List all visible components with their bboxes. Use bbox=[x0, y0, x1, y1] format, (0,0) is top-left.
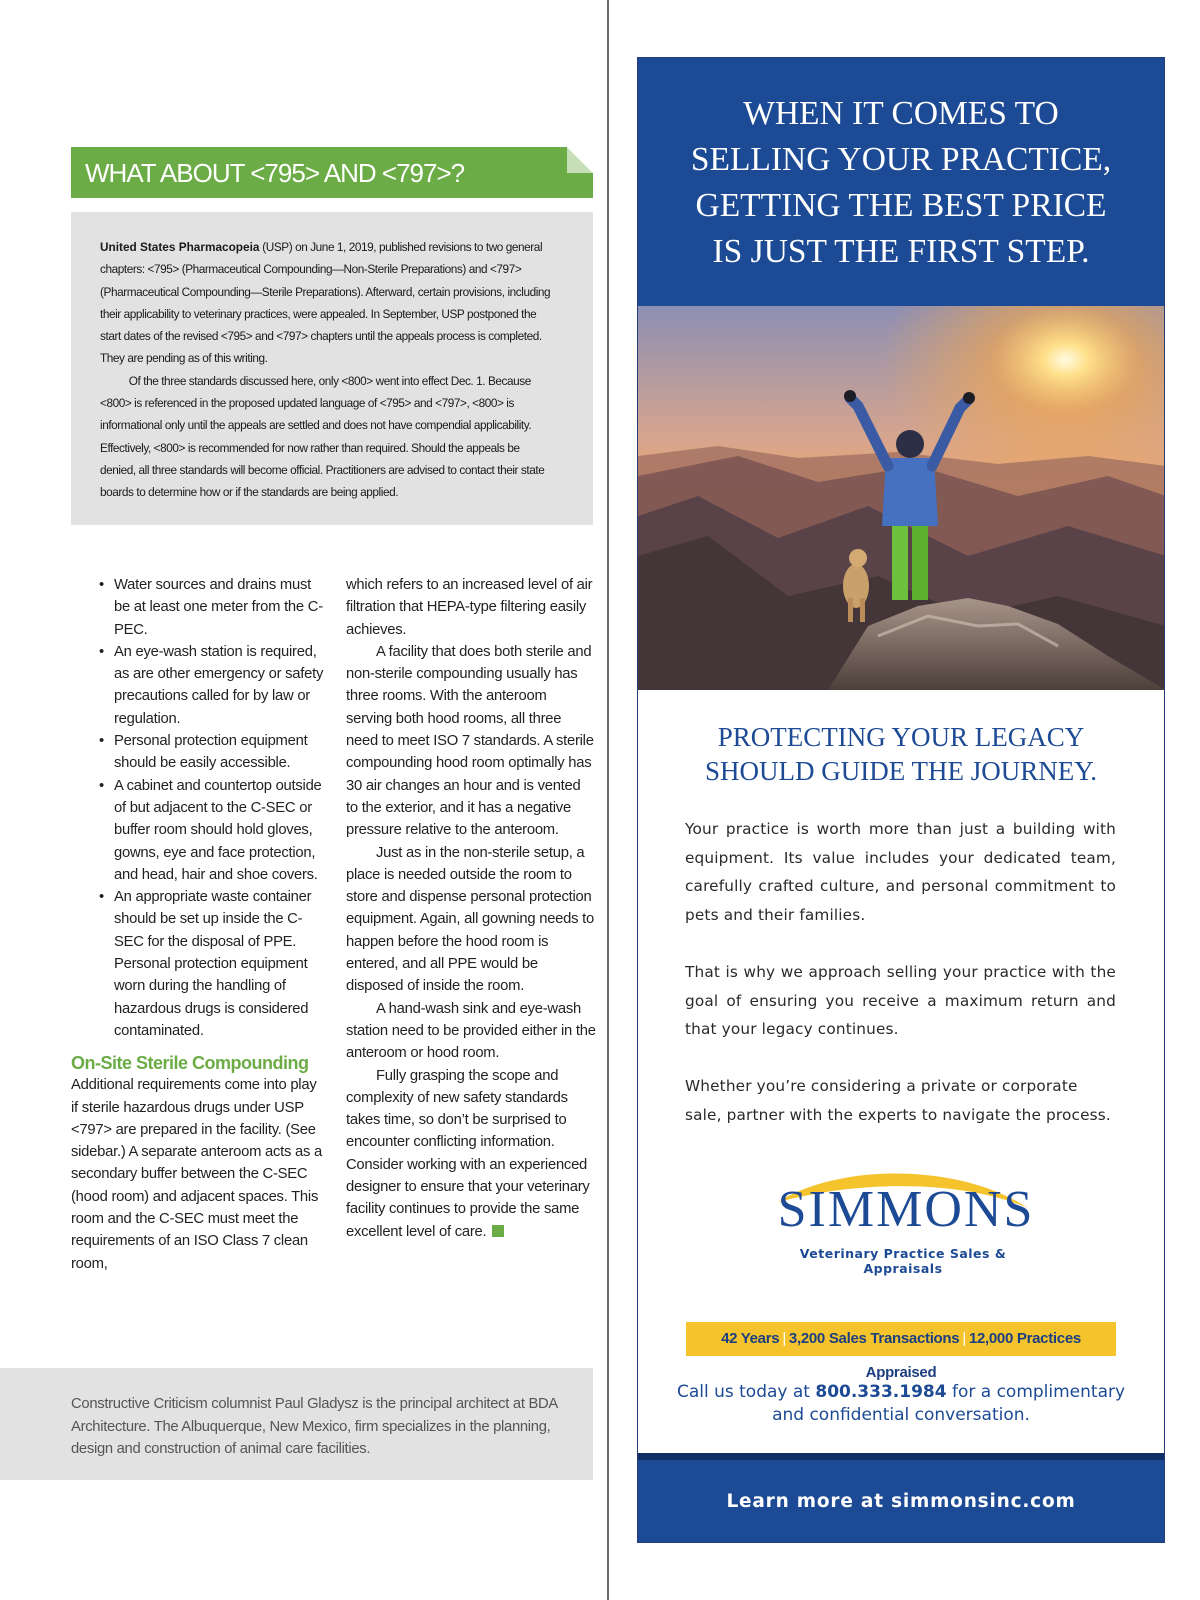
folded-corner bbox=[567, 147, 593, 173]
stat-years: 42 Years bbox=[721, 1330, 780, 1347]
sidebar-para2: Of the three standards discussed here, only <800> went into effect Dec. 1. Because <800> is referenced in the proposed updated language of <795> and <797>, <800> is informational only until the appeals are settled and does not have compendial applicability. Effectively, <800> is recommended for now rather than required. Should the appeals be denied, all three standards will become official. Practitioners are advised to contact their state boards to determine how or if the standards are being applied. bbox=[100, 373, 545, 500]
stat-appraised: 12,000 Practices Appraised bbox=[865, 1330, 1081, 1381]
sidebar-title: WHAT ABOUT <795> AND <797>? bbox=[85, 158, 465, 188]
sidebar-lead: United States Pharmacopeia bbox=[100, 240, 260, 254]
subhead-line: PROTECTING YOUR LEGACY bbox=[717, 722, 1085, 752]
footer-rule bbox=[638, 1453, 1164, 1460]
website-link[interactable]: Learn more at simmonsinc.com bbox=[726, 1491, 1076, 1512]
headline-line: WHEN IT COMES TO bbox=[743, 95, 1059, 132]
article-paragraph: which refers to an increased level of air filtration that HEPA-type filtering easily achieves. bbox=[346, 577, 593, 638]
ad-paragraph: Whether you’re considering a private or corporate sale, partner with the experts to navigate the process. bbox=[685, 1077, 1111, 1124]
page-divider bbox=[607, 0, 609, 1600]
ad-paragraph: Your practice is worth more than just a building with equipment. Its value includes your dedicated team, carefully crafted culture, and personal commitment to pets and their families. bbox=[685, 820, 1116, 924]
ad-call-to-action bbox=[638, 1381, 1164, 1427]
ad-header bbox=[638, 58, 1164, 306]
article-paragraph: Additional requirements come into play if sterile hazardous drugs under USP <797> are prepared in the facility. (See sidebar.) A separate anteroom acts as a secondary buffer between the C-SEC (hood room) and adjacent spaces. This room and the C-SEC must meet the requirements of an ISO Class 7 clean room, bbox=[71, 1077, 322, 1272]
article-paragraph: A hand-wash sink and eye-wash station need to be provided either in the anteroom or hood room. bbox=[346, 1000, 596, 1062]
sidebar-para1: (USP) on June 1, 2019, published revisions to two general chapters: <795> (Pharmaceutical Compounding—Non-Sterile Preparations) and <797> (Pharmaceutical Compounding—Sterile Preparations). Afterward, certain provisions, including their applicability to veterinary practices, were appealed. In September, USP postponed the start dates of the revised <795> and <797> chapters until the appeals process is completed. They are pending as of this writing. bbox=[100, 240, 551, 366]
end-mark-icon bbox=[492, 1225, 504, 1237]
closing-paragraph: Fully grasping the scope and complexity of new safety standards takes time, so don’t be surprised to encounter conflicting information. Consider working with an experienced designer to ensure that your veterinary facility continues to provide the same excellent level of care. bbox=[346, 1067, 590, 1240]
requirements-list bbox=[71, 574, 326, 1042]
ad-body bbox=[685, 815, 1116, 1158]
list-item: • Water sources and drains must be at least one meter from the C-PEC. bbox=[71, 574, 326, 641]
headline-line: GETTING THE BEST PRICE bbox=[695, 187, 1107, 224]
ad-headline bbox=[638, 91, 1164, 275]
article-paragraph: A facility that does both sterile and non-sterile compounding usually has three rooms. With the anteroom serving both hood rooms, all three need to meet ISO 7 standards. A sterile compounding hood room optimally has 30 air changes an hour and is vented to the exterior, and it has a negative pressure relative to the anteroom. bbox=[346, 643, 594, 839]
sidebar-box bbox=[71, 212, 593, 525]
summit-illustration bbox=[638, 306, 1164, 690]
list-item: • A cabinet and countertop outside of but adjacent to the C-SEC or buffer room should hold gloves, gowns, eye and face protection, and head, hair and shoe covers. bbox=[71, 775, 326, 886]
stat-separator: | bbox=[782, 1330, 786, 1347]
stat-separator: | bbox=[962, 1330, 966, 1347]
headline-line: SELLING YOUR PRACTICE, bbox=[690, 141, 1112, 178]
cta-suffix: for a complimentary bbox=[946, 1382, 1126, 1402]
article-paragraph: Just as in the non-sterile setup, a place is needed outside the room to store and dispense personal protection equipment. Again, all gowning needs to happen before the hood room is entered, and all PPE would be disposed of inside the room. bbox=[346, 844, 594, 995]
cta-prefix: Call us today at bbox=[676, 1382, 816, 1402]
sidebar-paragraph bbox=[100, 236, 551, 370]
section-subhead: On-Site Sterile Compounding bbox=[71, 1053, 309, 1074]
sidebar-text bbox=[100, 236, 551, 504]
ad-footer bbox=[638, 1453, 1164, 1543]
ad-subhead bbox=[638, 720, 1164, 788]
cta-line-2: and confidential conversation. bbox=[772, 1405, 1030, 1425]
subhead-line: SHOULD GUIDE THE JOURNEY. bbox=[704, 756, 1097, 786]
phone-number[interactable]: 800.333.1984 bbox=[815, 1382, 947, 1402]
headline-line: IS JUST THE FIRST STEP. bbox=[712, 233, 1090, 270]
list-item: • Personal protection equipment should be easily accessible. bbox=[71, 730, 326, 775]
ad-paragraph: That is why we approach selling your practice with the goal of ensuring you receive a maximum return and that your legacy continues. bbox=[685, 962, 1116, 1039]
list-item: • An appropriate waste container should be set up inside the C-SEC for the disposal of PPE. Personal protection equipment worn during the handling of hazardous drugs is considered contaminated. bbox=[71, 886, 326, 1042]
cta-line-1 bbox=[638, 1381, 1164, 1404]
article-paragraph bbox=[346, 1065, 596, 1243]
article-column-2 bbox=[346, 574, 596, 1243]
list-item: • An eye-wash station is required, as are other emergency or safety precautions called for by law or regulation. bbox=[71, 641, 326, 730]
author-bio: Constructive Criticism columnist Paul Gladysz is the principal architect at BDA Architecture. The Albuquerque, New Mexico, firm specializes in the planning, design and construction of animal care facilities. bbox=[71, 1396, 558, 1457]
simmons-logo bbox=[758, 1168, 1048, 1278]
author-bio-box bbox=[0, 1368, 593, 1480]
article-column-1 bbox=[71, 574, 326, 1275]
advertisement bbox=[637, 57, 1165, 1543]
sidebar-header bbox=[71, 147, 593, 198]
stat-transactions: 3,200 Sales Transactions bbox=[788, 1330, 960, 1347]
mountain-summit-photo bbox=[638, 306, 1164, 690]
logo-wordmark: SIMMONS bbox=[777, 1181, 1035, 1238]
stats-bar bbox=[686, 1322, 1116, 1381]
logo-tagline: Veterinary Practice Sales & Appraisals bbox=[799, 1246, 1007, 1276]
